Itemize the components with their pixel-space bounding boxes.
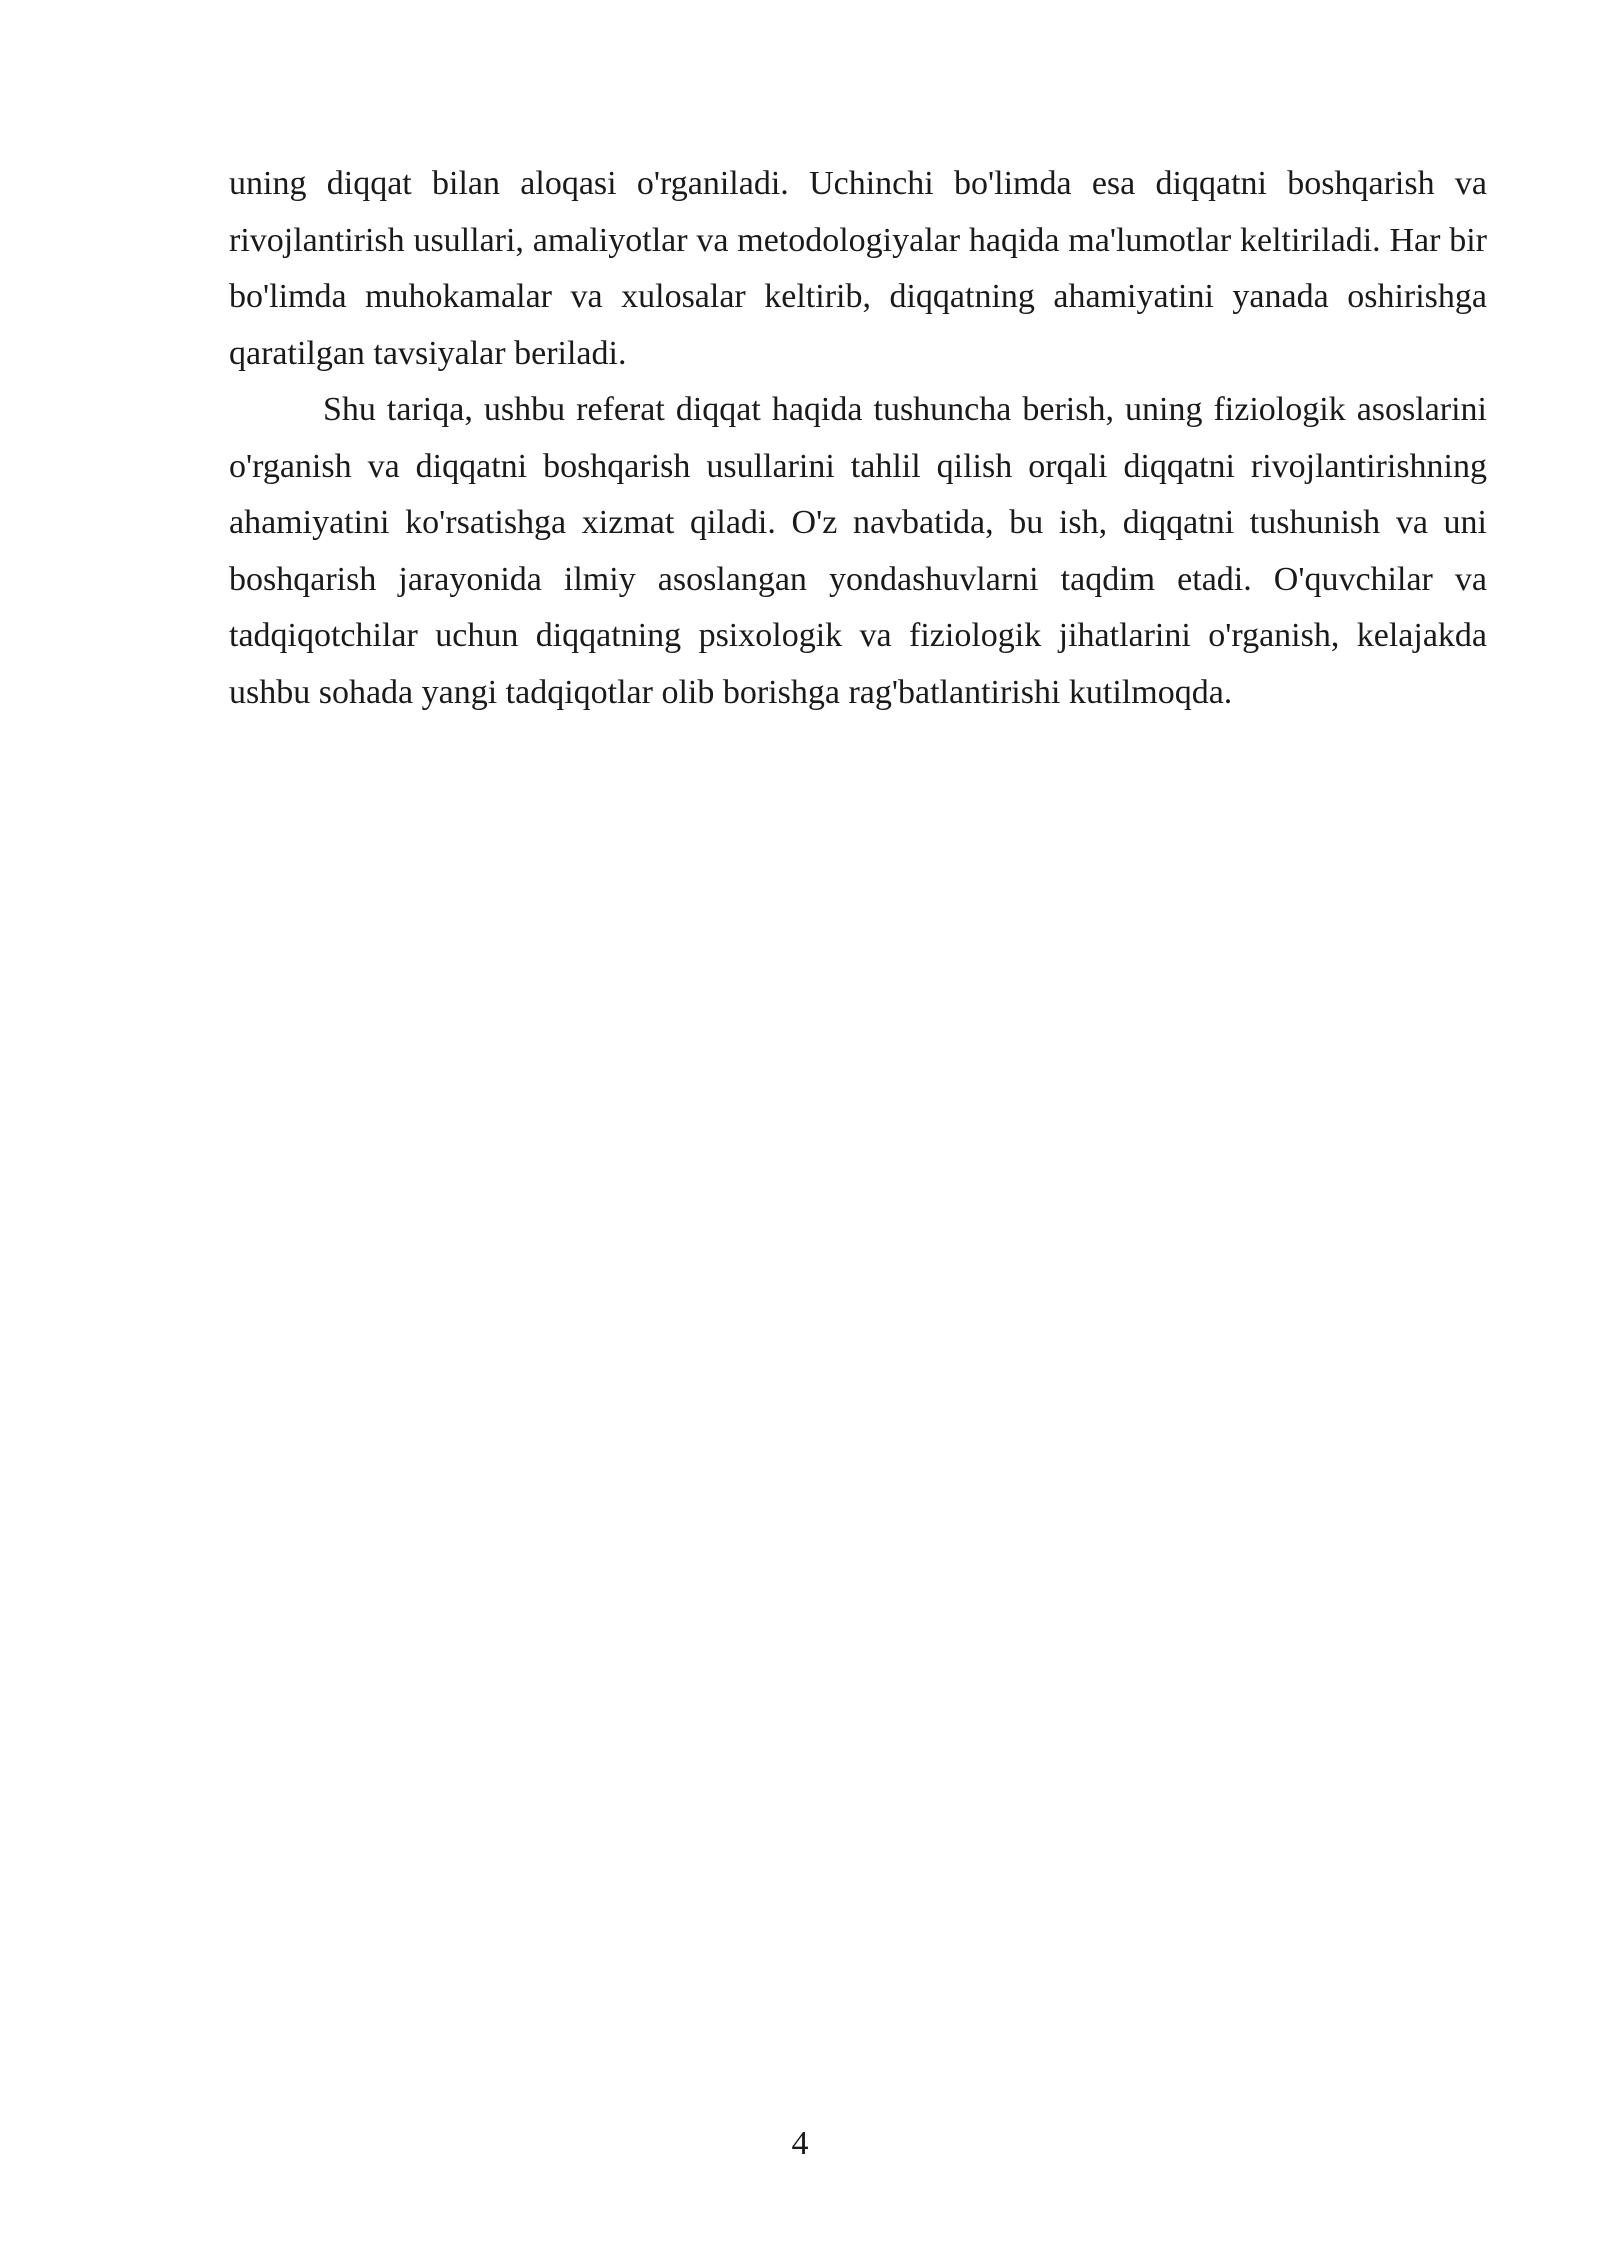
paragraph-continued: uning diqqat bilan aloqasi o'rganiladi. Uchinchi bo'limda esa diqqatni boshqarish va rivojlantirish usullari, amaliyotlar va metodologiyalar haqida ma'lumotlar keltiriladi. Har bir bo'limda muhokamalar va xulosalar keltirib, diqqatning ahamiyatini yanada oshirishga qaratilgan tavsiyalar beriladi. xyxy=(229,165,1487,372)
paragraph-conclusion: Shu tariqa, ushbu referat diqqat haqida tushuncha berish, uning fiziologik asoslarini o'rganish va diqqatni boshqarish usullarini tahlil qilish orqali diqqatni rivojlantirishning ahamiyatini ko'rsatishga xizmat qiladi. O'z navbatida, bu ish, diqqatni tushunish va uni boshqarish jarayonida ilmiy asoslangan yondashuvlarni taqdim etadi. O'quvchilar va tadqiqotchilar uchun diqqatning psixologik va fiziologik jihatlarini o'rganish, kelajakda ushbu sohada yangi tadqiqotlar olib borishga rag'batlantirishi kutilmoqda. xyxy=(229,391,1487,711)
body-text xyxy=(229,156,1487,721)
page-number: 4 xyxy=(791,2125,809,2162)
